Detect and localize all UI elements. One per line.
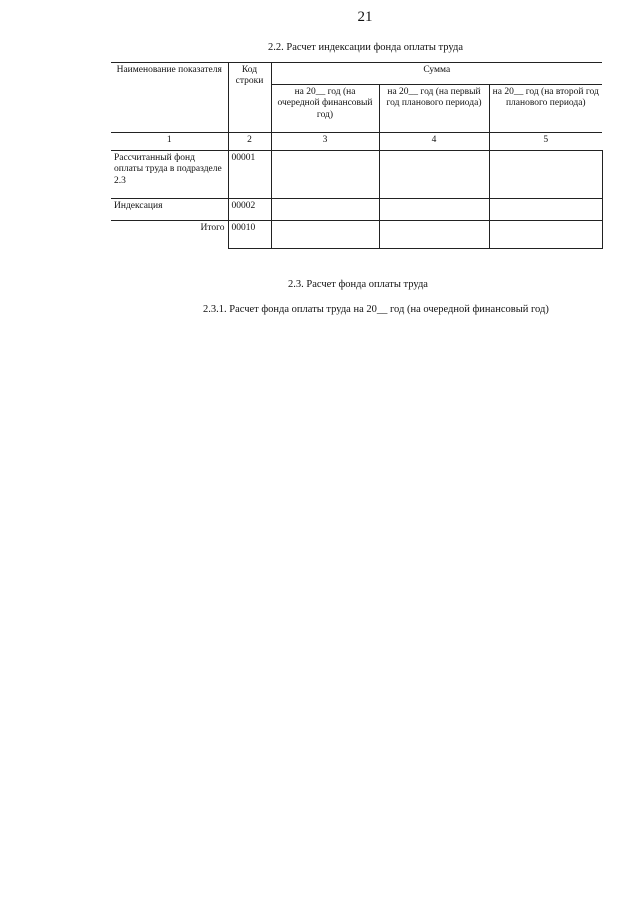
- value-cell: [271, 221, 379, 249]
- page-number: 21: [357, 9, 373, 25]
- value-cell: [379, 199, 489, 221]
- column-number-1: 1: [111, 133, 228, 151]
- header-period-1: на 20__ год (на очередной финансовый год): [271, 85, 379, 133]
- row-code: 00002: [228, 199, 271, 221]
- header-code: Код строки: [228, 63, 271, 133]
- table-row: [111, 151, 602, 199]
- column-number-3: 3: [271, 133, 379, 151]
- table-row: [111, 199, 602, 221]
- value-cell: [379, 151, 489, 199]
- value-cell: [489, 199, 602, 221]
- value-cell: [489, 151, 602, 199]
- table-row-total: [111, 221, 602, 249]
- header-period-2: на 20__ год (на первый год планового периода): [379, 85, 489, 133]
- row-name: Рассчитанный фонд оплаты труда в подразделе 2.3: [111, 151, 228, 199]
- column-number-2: 2: [228, 133, 271, 151]
- section-title: 2.3. Расчет фонда оплаты труда: [288, 279, 428, 290]
- table-title: 2.2. Расчет индексации фонда оплаты труда: [268, 42, 463, 53]
- value-cell: [379, 221, 489, 249]
- value-cell: [271, 199, 379, 221]
- row-code-total: 00010: [228, 221, 271, 249]
- column-number-4: 4: [379, 133, 489, 151]
- value-cell: [271, 151, 379, 199]
- header-name: Наименование показателя: [111, 63, 228, 133]
- row-code: 00001: [228, 151, 271, 199]
- row-name: Индексация: [111, 199, 228, 221]
- header-sum: Сумма: [271, 63, 602, 85]
- subsection-title: 2.3.1. Расчет фонда оплаты труда на 20__ год (на очередной финансовый год): [203, 304, 549, 315]
- value-cell: [489, 221, 602, 249]
- column-number-5: 5: [489, 133, 602, 151]
- indexation-table: [111, 62, 603, 249]
- row-name-total: Итого: [111, 221, 228, 249]
- header-period-3: на 20__ год (на второй год планового периода): [489, 85, 602, 133]
